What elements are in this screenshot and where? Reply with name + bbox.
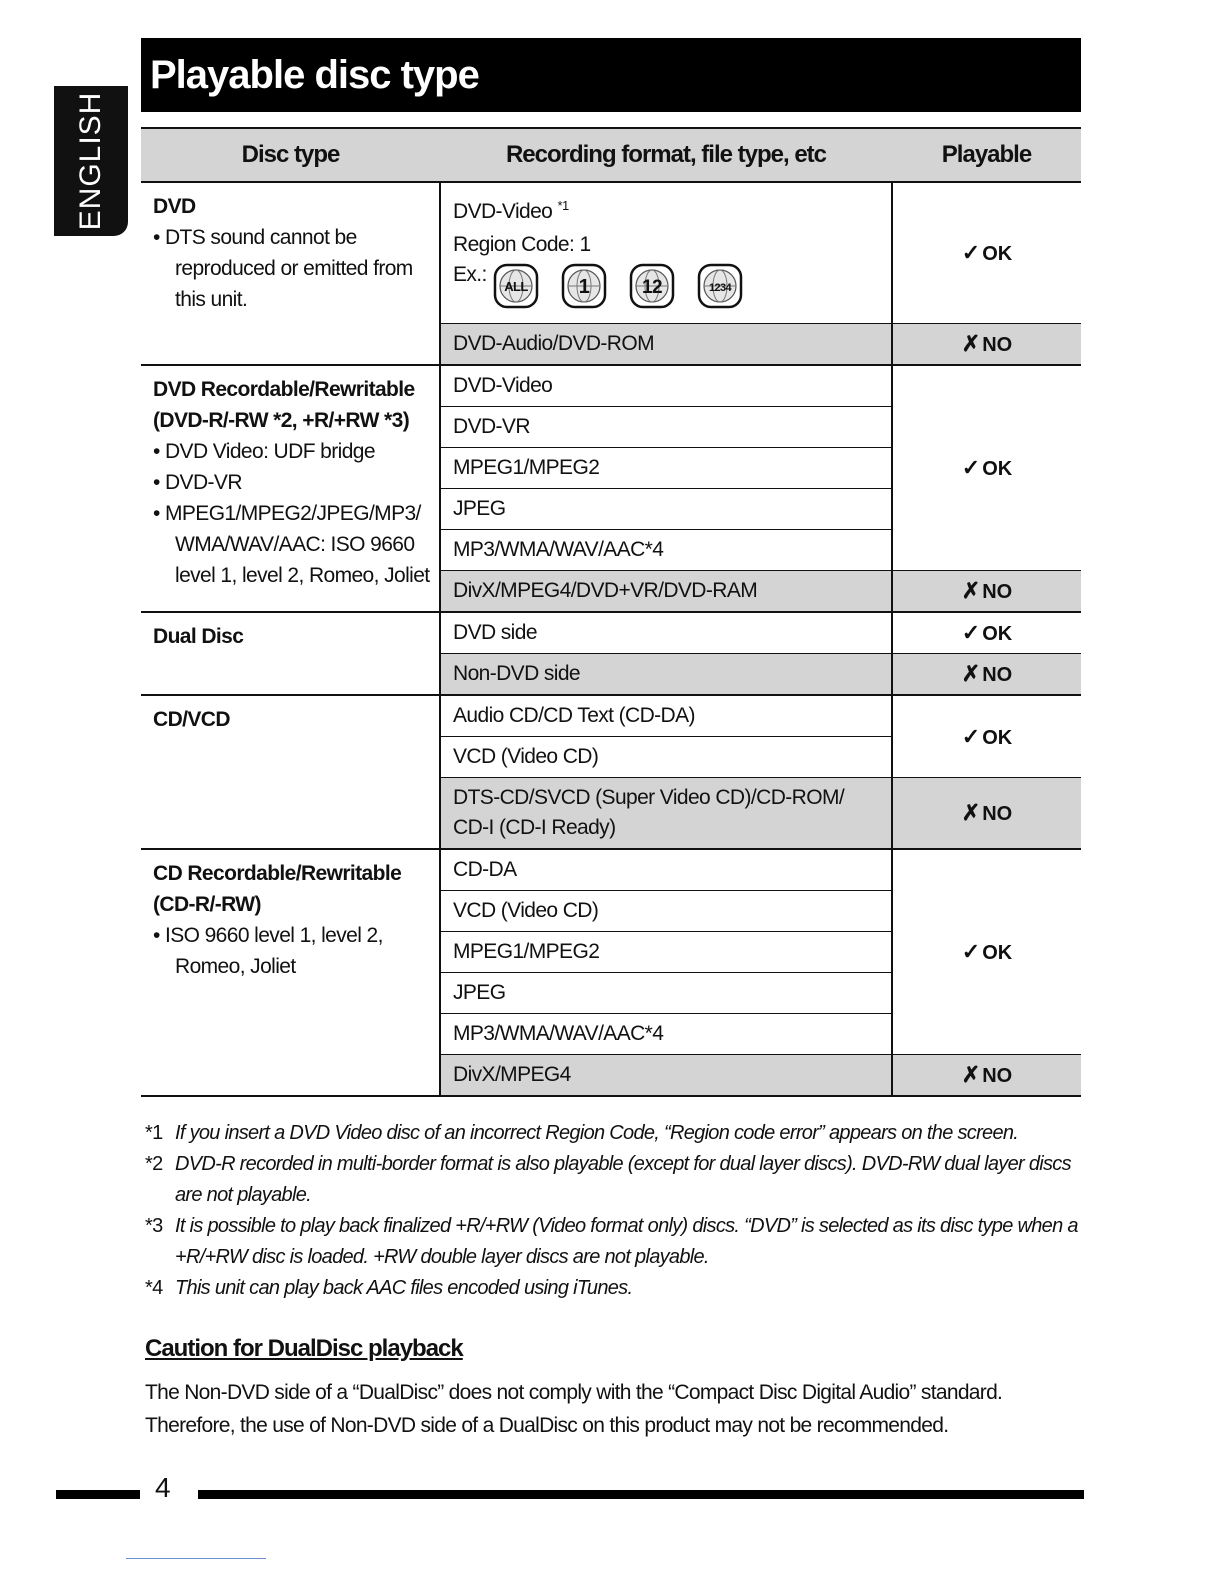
disc-type-cell [141, 365, 440, 612]
footnote [145, 1118, 1085, 1149]
format-cell: DivX/MPEG4 [440, 1055, 892, 1097]
playable-no-cell [892, 571, 1081, 613]
ok-label: OK [982, 243, 1013, 265]
disc-type-cell [141, 849, 440, 1096]
no-label: NO [982, 1065, 1013, 1087]
region-1234-icon [697, 263, 743, 309]
no-label: NO [982, 664, 1013, 686]
region-icon-label: 12 [641, 277, 662, 298]
title-bar [141, 38, 1081, 112]
playable-ok-cell [892, 182, 1081, 324]
disc-type-name: CD/VCD [153, 708, 230, 731]
header-recording-format: Recording format, file type, etc [440, 128, 892, 182]
table-row [141, 849, 1081, 891]
format-text-line2: CD-I (CD-I Ready) [453, 816, 616, 839]
table-row [141, 182, 1081, 324]
ok-label: OK [982, 623, 1013, 645]
footnote-mark: *2 [145, 1153, 163, 1175]
disc-type-name: DVD [153, 195, 196, 218]
format-cell: JPEG [440, 489, 892, 530]
cross-icon: ✗ [961, 331, 981, 356]
ok-label: OK [982, 726, 1013, 749]
no-label: NO [982, 581, 1013, 603]
playable-no-cell [892, 324, 1081, 366]
disc-type-cell [141, 612, 440, 695]
playable-ok-cell [892, 612, 1081, 654]
format-cell: JPEG [440, 973, 892, 1014]
playable-ok-cell [892, 365, 1081, 571]
footnote-text: DVD-R recorded in multi-border format is also playable (except for dual layer discs). DVD-RW dual layer discs are not playable. [175, 1153, 1071, 1206]
page-footer-bar-left [56, 1490, 140, 1499]
caution-text: The Non-DVD side of a “DualDisc” does not comply with the “Compact Disc Digital Audio” standard. Therefore, the use of Non-DVD side of a DualDisc on this product may not be recommended. [145, 1381, 1003, 1437]
disc-type-cell [141, 695, 440, 849]
disc-type-name: CD Recordable/Rewritable [153, 862, 402, 885]
table-row [141, 612, 1081, 654]
check-icon: ✓ [961, 723, 981, 749]
format-cell: Audio CD/CD Text (CD-DA) [440, 695, 892, 737]
footnote-mark: *3 [145, 1215, 163, 1237]
playable-ok-cell [892, 849, 1081, 1055]
format-cell: DVD side [440, 612, 892, 654]
region-1-icon [561, 263, 607, 309]
format-cell: DivX/MPEG4/DVD+VR/DVD-RAM [440, 571, 892, 613]
footnote-ref: *1 [557, 198, 569, 213]
ok-label: OK [982, 942, 1013, 964]
no-label: NO [982, 803, 1013, 825]
table-row [141, 365, 1081, 407]
format-cell: CD-DA [440, 849, 892, 891]
cross-icon: ✗ [961, 661, 981, 686]
check-icon: ✓ [961, 939, 981, 964]
check-icon: ✓ [961, 455, 981, 480]
page-title: Playable disc type [150, 53, 479, 97]
cross-icon: ✗ [961, 1062, 981, 1087]
format-cell [440, 778, 892, 850]
playable-no-cell [892, 654, 1081, 696]
disc-note: • DVD-VR [153, 471, 242, 494]
language-label: ENGLISH [74, 91, 107, 231]
footnote-mark: *4 [145, 1277, 163, 1299]
no-label: NO [982, 334, 1013, 356]
header-playable: Playable [892, 128, 1081, 182]
table-row [141, 695, 1081, 737]
region-icon-label: ALL [504, 279, 528, 294]
page-footer-bar-right [198, 1490, 1084, 1499]
ok-label: OK [982, 458, 1013, 480]
format-cell [440, 182, 892, 324]
playable-no-cell [892, 778, 1081, 850]
disc-note: • DTS sound cannot be reproduced or emitted from this unit. [153, 226, 413, 311]
format-cell: DVD-Audio/DVD-ROM [440, 324, 892, 366]
region-icon-label: 1234 [708, 282, 731, 294]
format-cell: MP3/WMA/WAV/AAC*4 [440, 530, 892, 571]
format-cell: DVD-Video [440, 365, 892, 407]
region-12-icon [629, 263, 675, 309]
format-text: DTS-CD/SVCD (Super Video CD)/CD-ROM/ [453, 786, 845, 809]
footnotes [145, 1118, 1085, 1304]
table-header-row [141, 128, 1081, 182]
language-side-tab [54, 86, 128, 236]
format-cell: VCD (Video CD) [440, 737, 892, 778]
format-cell: MPEG1/MPEG2 [440, 448, 892, 489]
region-icon-label: 1 [578, 276, 590, 298]
disc-type-name-line2: (DVD-R/-RW *2, +R/+RW *3) [153, 409, 410, 432]
disc-note: • ISO 9660 level 1, level 2, Romeo, Joliet [153, 924, 383, 978]
header-disc-type: Disc type [141, 128, 440, 182]
footnote [145, 1149, 1085, 1211]
cross-icon: ✗ [961, 578, 981, 603]
format-cell: MP3/WMA/WAV/AAC*4 [440, 1014, 892, 1055]
page-number: 4 [155, 1472, 171, 1503]
disc-type-name: Dual Disc [153, 625, 244, 648]
footnote-mark: *1 [145, 1122, 163, 1144]
playable-disc-table [141, 127, 1081, 1097]
footnote [145, 1211, 1085, 1273]
disc-note: • MPEG1/MPEG2/JPEG/MP3/ WMA/WAV/AAC: ISO 9660 level 1, level 2, Romeo, Joliet [153, 502, 430, 587]
format-cell: Non-DVD side [440, 654, 892, 696]
format-cell: DVD-VR [440, 407, 892, 448]
format-cell: VCD (Video CD) [440, 891, 892, 932]
check-icon: ✓ [961, 620, 981, 645]
footnote-text: It is possible to play back finalized +R/+RW (Video format only) discs. “DVD” is selected as its disc type when a +R/+RW disc is loaded. +RW double layer discs are not playable. [175, 1215, 1078, 1268]
footnote [145, 1273, 1085, 1304]
caution-heading: Caution for DualDisc playback [145, 1335, 463, 1362]
disc-type-cell [141, 182, 440, 365]
bottom-divider [126, 1558, 266, 1559]
disc-note: • DVD Video: UDF bridge [153, 440, 375, 463]
region-icons [453, 263, 891, 309]
format-text: DVD-Video [453, 200, 553, 223]
footnote-text: This unit can play back AAC files encoded using iTunes. [175, 1277, 633, 1299]
region-code-text: Region Code: 1 [453, 233, 591, 256]
check-icon: ✓ [961, 240, 981, 265]
example-label: Ex.: [453, 263, 487, 286]
disc-type-name-line2: (CD-R/-RW) [153, 893, 261, 916]
cross-icon: ✗ [961, 800, 981, 825]
disc-type-name: DVD Recordable/Rewritable [153, 378, 415, 401]
playable-no-cell [892, 1055, 1081, 1097]
footnote-text: If you insert a DVD Video disc of an incorrect Region Code, “Region code error” appears on the screen. [175, 1122, 1019, 1144]
region-all-icon [493, 263, 539, 309]
playable-ok-cell [892, 695, 1081, 778]
format-cell: MPEG1/MPEG2 [440, 932, 892, 973]
